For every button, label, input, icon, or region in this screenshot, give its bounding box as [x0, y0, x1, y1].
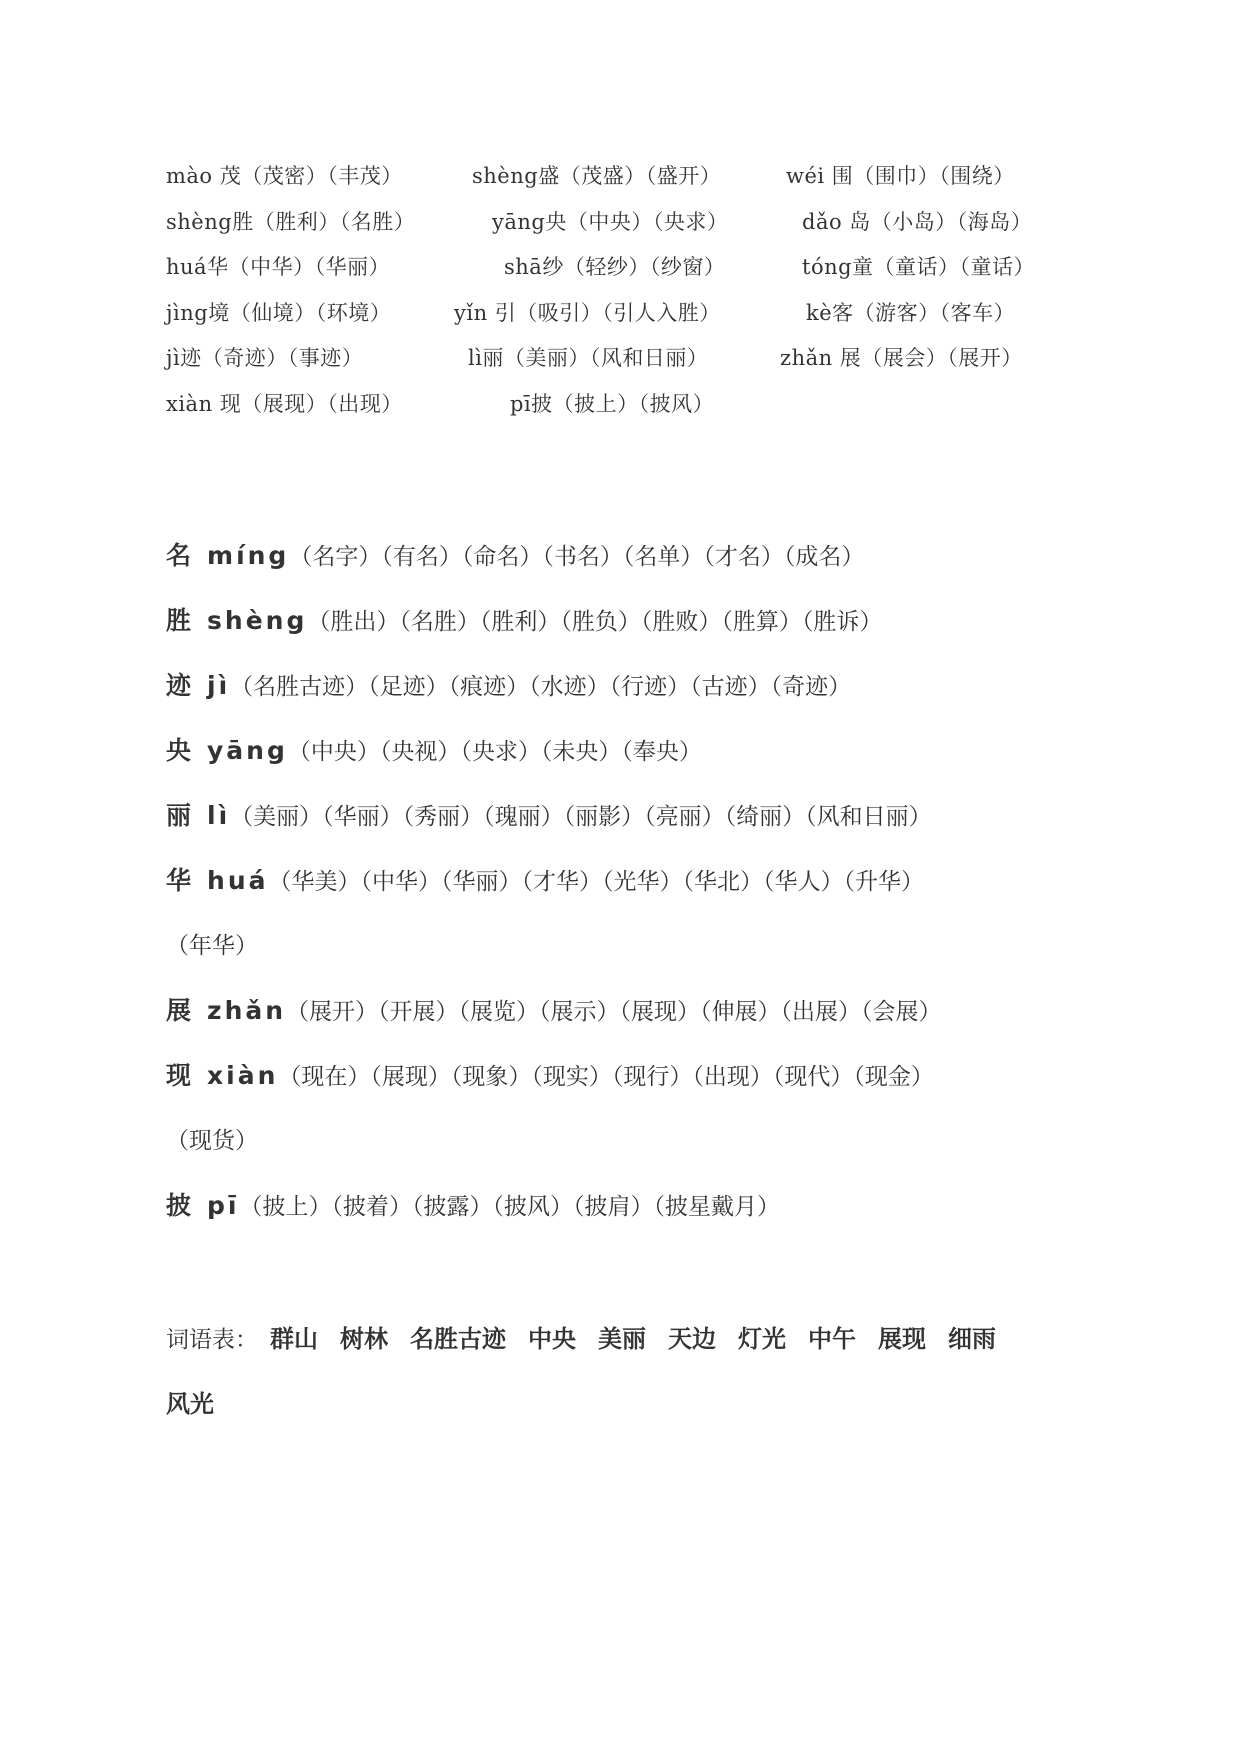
- pinyin: lì: [207, 801, 231, 830]
- word-list: （美丽）（华丽）（秀丽）（瑰丽）（丽影）（亮丽）（绮丽）（风和日丽）: [230, 804, 932, 830]
- char-entry: [166, 536, 1106, 601]
- vocab-word: 群山: [270, 1325, 318, 1353]
- word-list: （现在）（展现）（现象）（现实）（现行）（出现）（现代）（现金）: [278, 1064, 934, 1090]
- grid-cell: mào 茂（茂密）（丰茂）: [166, 164, 403, 188]
- word-list: （中央）（央视）（央求）（未央）（奉央）: [287, 739, 702, 765]
- word-list: （名胜古迹）（足迹）（痕迹）（水迹）（行迹）（古迹）（奇迹）: [230, 674, 852, 700]
- grid-cell: zhǎn 展（展会）（展开）: [780, 346, 1023, 371]
- word-list: （展开）（开展）（展览）（展示）（展现）（伸展）（出展）（会展）: [286, 999, 942, 1025]
- grid-cell: yāng央（中央）（央求）: [492, 209, 729, 234]
- word-list: （名字）（有名）（命名）（书名）（名单）（才名）（成名）: [289, 544, 865, 570]
- grid-cell: shèng盛（茂盛）（盛开）: [472, 164, 722, 188]
- vocab-word: 中午: [808, 1325, 856, 1353]
- char-entry: [166, 861, 1106, 926]
- char-entry: [166, 1056, 1106, 1121]
- char-entry: [166, 666, 1106, 731]
- char-entry: [166, 601, 1106, 666]
- pinyin: jì: [207, 671, 231, 700]
- grid-cell: huá华（中华）（华丽）: [166, 255, 391, 280]
- vocab-word: 美丽: [598, 1325, 646, 1353]
- grid-cell: shā纱（轻纱）（纱窗）: [504, 255, 726, 280]
- grid-cell: shèng胜（胜利）（名胜）: [166, 209, 416, 234]
- hanzi: 丽: [166, 801, 192, 830]
- vocab-label: 词语表：: [166, 1327, 258, 1353]
- vocab-word: 风光: [166, 1390, 214, 1418]
- hanzi: 央: [166, 736, 192, 765]
- grid-cell: xiàn 现（展现）（出现）: [166, 391, 403, 416]
- vocab-word: 中央: [528, 1325, 576, 1353]
- grid-cell: kè客（游客）（客车）: [806, 300, 1016, 325]
- char-entry: [166, 796, 1106, 861]
- word-list: （披上）（披着）（披露）（披风）（披肩）（披星戴月）: [239, 1194, 780, 1220]
- grid-cell: tóng童（童话）（童话）: [802, 255, 1036, 280]
- hanzi: 披: [166, 1191, 192, 1220]
- vocab-word: 树林: [340, 1325, 388, 1353]
- hanzi: 现: [166, 1061, 192, 1090]
- word-list: （现货）: [166, 1128, 258, 1154]
- grid-cell: jì迹（奇迹）（事迹）: [166, 346, 364, 371]
- vocab-word: 天边: [668, 1325, 716, 1353]
- pinyin: shèng: [207, 606, 308, 635]
- word-list: （华美）（中华）（华丽）（才华）（光华）（华北）（华人）（升华）: [268, 869, 924, 895]
- char-entry: [166, 1186, 1106, 1251]
- char-entry: [166, 991, 1106, 1056]
- hanzi: 名: [166, 541, 192, 570]
- grid-cell: dǎo 岛（小岛）（海岛）: [802, 209, 1033, 234]
- char-entry-continuation: [166, 1121, 1106, 1186]
- char-entry-continuation: [166, 926, 1106, 991]
- grid-cell: lì丽（美丽）（风和日丽）: [468, 346, 709, 371]
- pinyin: míng: [207, 541, 290, 570]
- grid-cell: pī披（披上）（披风）: [510, 391, 715, 416]
- hanzi: 华: [166, 866, 192, 895]
- character-section: [166, 536, 1106, 1251]
- word-list: （胜出）（名胜）（胜利）（胜负）（胜败）（胜算）（胜诉）: [307, 609, 883, 635]
- pinyin: yāng: [207, 736, 288, 765]
- hanzi: 迹: [166, 671, 192, 700]
- pinyin: zhǎn: [207, 996, 287, 1025]
- hanzi: 展: [166, 996, 192, 1025]
- grid-cell: wéi 围（围巾）（围绕）: [786, 164, 1015, 188]
- pinyin: pī: [207, 1191, 240, 1220]
- vocab-word: 展现: [878, 1325, 926, 1353]
- vocab-line: [166, 1384, 1096, 1449]
- pinyin: huá: [207, 866, 269, 895]
- vocabulary-section: [166, 1319, 1096, 1449]
- vocab-line: [166, 1319, 1096, 1384]
- hanzi: 胜: [166, 606, 192, 635]
- word-list: （年华）: [166, 933, 258, 959]
- vocab-word: 灯光: [738, 1325, 786, 1353]
- vocab-word: 名胜古迹: [410, 1325, 506, 1353]
- grid-cell: yǐn 引（吸引）（引人入胜）: [454, 300, 721, 325]
- vocab-word: 细雨: [948, 1325, 996, 1353]
- pinyin: xiàn: [207, 1061, 279, 1090]
- grid-cell: jìng境（仙境）（环境）: [166, 300, 392, 325]
- char-entry: [166, 731, 1106, 796]
